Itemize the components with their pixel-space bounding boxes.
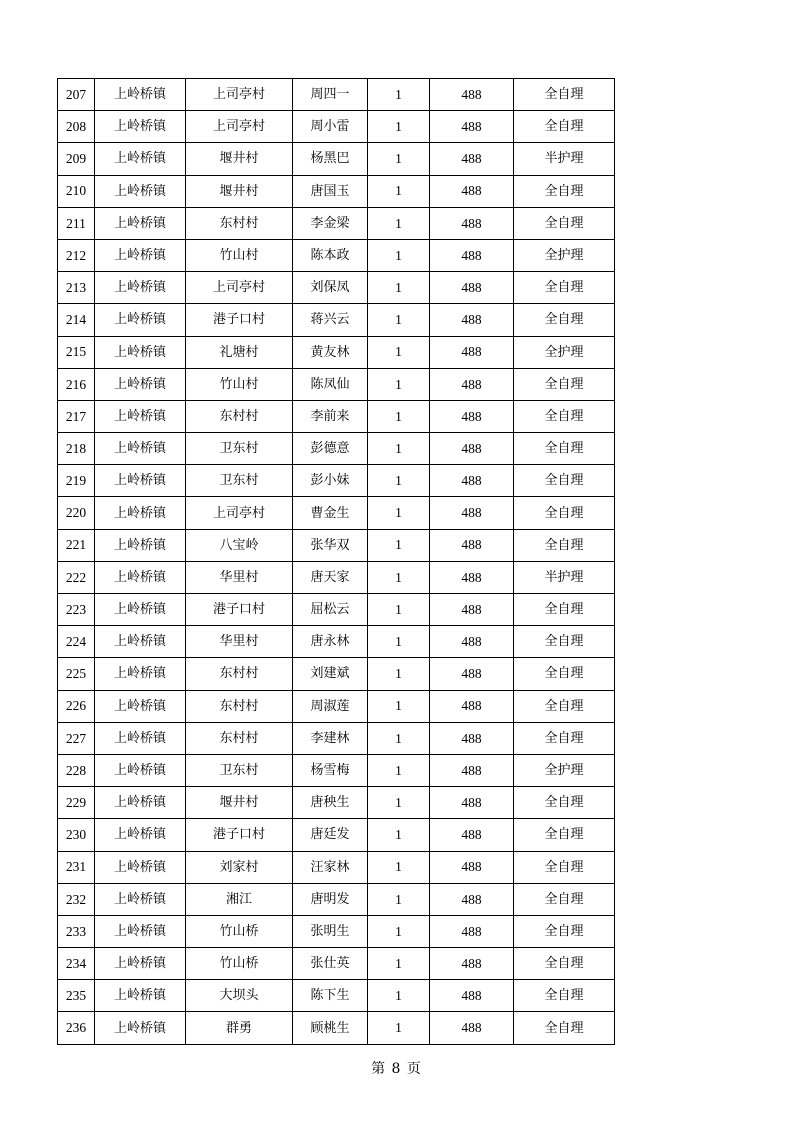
cell-care-level: 全自理 [514, 722, 615, 754]
table-row [58, 561, 615, 593]
table-row [58, 690, 615, 722]
cell-person-name: 周淑莲 [293, 690, 368, 722]
cell-amount: 488 [430, 787, 514, 819]
cell-care-level: 全自理 [514, 1012, 615, 1044]
cell-serial-number: 235 [58, 980, 95, 1012]
cell-person-name: 彭德意 [293, 433, 368, 465]
cell-count: 1 [368, 1012, 430, 1044]
cell-town: 上岭桥镇 [95, 239, 186, 271]
cell-village: 港子口村 [186, 594, 293, 626]
cell-person-name: 周小雷 [293, 111, 368, 143]
cell-care-level: 全护理 [514, 754, 615, 786]
table-row [58, 1012, 615, 1044]
cell-count: 1 [368, 207, 430, 239]
cell-count: 1 [368, 722, 430, 754]
cell-town: 上岭桥镇 [95, 915, 186, 947]
cell-person-name: 唐廷发 [293, 819, 368, 851]
cell-person-name: 张仕英 [293, 948, 368, 980]
cell-amount: 488 [430, 304, 514, 336]
table-row [58, 529, 615, 561]
cell-person-name: 汪家林 [293, 851, 368, 883]
cell-count: 1 [368, 883, 430, 915]
cell-count: 1 [368, 851, 430, 883]
cell-amount: 488 [430, 690, 514, 722]
table-row [58, 722, 615, 754]
table-row [58, 175, 615, 207]
cell-count: 1 [368, 787, 430, 819]
cell-town: 上岭桥镇 [95, 980, 186, 1012]
cell-count: 1 [368, 433, 430, 465]
cell-person-name: 周四一 [293, 79, 368, 111]
cell-amount: 488 [430, 658, 514, 690]
cell-count: 1 [368, 239, 430, 271]
cell-serial-number: 218 [58, 433, 95, 465]
cell-person-name: 李金梁 [293, 207, 368, 239]
cell-care-level: 全自理 [514, 400, 615, 432]
cell-care-level: 全护理 [514, 336, 615, 368]
cell-amount: 488 [430, 915, 514, 947]
cell-care-level: 全自理 [514, 304, 615, 336]
cell-serial-number: 232 [58, 883, 95, 915]
cell-care-level: 全自理 [514, 883, 615, 915]
cell-count: 1 [368, 690, 430, 722]
cell-person-name: 曹金生 [293, 497, 368, 529]
cell-count: 1 [368, 79, 430, 111]
cell-care-level: 全自理 [514, 368, 615, 400]
cell-serial-number: 210 [58, 175, 95, 207]
cell-amount: 488 [430, 239, 514, 271]
cell-person-name: 唐国玉 [293, 175, 368, 207]
cell-town: 上岭桥镇 [95, 111, 186, 143]
cell-town: 上岭桥镇 [95, 497, 186, 529]
cell-amount: 488 [430, 980, 514, 1012]
table-row [58, 948, 615, 980]
cell-town: 上岭桥镇 [95, 754, 186, 786]
cell-village: 上司亭村 [186, 497, 293, 529]
cell-amount: 488 [430, 465, 514, 497]
cell-care-level: 全自理 [514, 465, 615, 497]
cell-village: 上司亭村 [186, 79, 293, 111]
cell-count: 1 [368, 915, 430, 947]
cell-amount: 488 [430, 368, 514, 400]
cell-amount: 488 [430, 175, 514, 207]
cell-village: 八宝岭 [186, 529, 293, 561]
cell-amount: 488 [430, 754, 514, 786]
cell-count: 1 [368, 400, 430, 432]
cell-serial-number: 213 [58, 272, 95, 304]
cell-serial-number: 216 [58, 368, 95, 400]
cell-amount: 488 [430, 272, 514, 304]
cell-care-level: 全自理 [514, 690, 615, 722]
cell-village: 堰井村 [186, 143, 293, 175]
cell-care-level: 全自理 [514, 175, 615, 207]
cell-person-name: 陈凤仙 [293, 368, 368, 400]
cell-care-level: 全自理 [514, 594, 615, 626]
cell-town: 上岭桥镇 [95, 207, 186, 239]
cell-care-level: 半护理 [514, 143, 615, 175]
table-row [58, 626, 615, 658]
cell-count: 1 [368, 948, 430, 980]
cell-person-name: 蒋兴云 [293, 304, 368, 336]
cell-serial-number: 221 [58, 529, 95, 561]
cell-person-name: 杨雪梅 [293, 754, 368, 786]
cell-town: 上岭桥镇 [95, 561, 186, 593]
cell-serial-number: 230 [58, 819, 95, 851]
cell-serial-number: 214 [58, 304, 95, 336]
cell-village: 东村村 [186, 658, 293, 690]
cell-serial-number: 225 [58, 658, 95, 690]
cell-serial-number: 211 [58, 207, 95, 239]
cell-town: 上岭桥镇 [95, 787, 186, 819]
cell-person-name: 刘保凤 [293, 272, 368, 304]
cell-person-name: 唐秧生 [293, 787, 368, 819]
table-row [58, 207, 615, 239]
cell-village: 堰井村 [186, 787, 293, 819]
cell-village: 港子口村 [186, 819, 293, 851]
cell-count: 1 [368, 980, 430, 1012]
cell-care-level: 全自理 [514, 980, 615, 1012]
cell-serial-number: 227 [58, 722, 95, 754]
table-row [58, 594, 615, 626]
cell-person-name: 刘建斌 [293, 658, 368, 690]
cell-amount: 488 [430, 722, 514, 754]
cell-town: 上岭桥镇 [95, 883, 186, 915]
cell-amount: 488 [430, 948, 514, 980]
table-row [58, 658, 615, 690]
cell-village: 上司亭村 [186, 111, 293, 143]
cell-care-level: 全自理 [514, 948, 615, 980]
cell-serial-number: 228 [58, 754, 95, 786]
cell-care-level: 全自理 [514, 433, 615, 465]
table-body [58, 79, 615, 1045]
cell-person-name: 彭小妹 [293, 465, 368, 497]
table-row [58, 851, 615, 883]
cell-town: 上岭桥镇 [95, 1012, 186, 1044]
cell-village: 港子口村 [186, 304, 293, 336]
cell-person-name: 唐永林 [293, 626, 368, 658]
cell-care-level: 全自理 [514, 111, 615, 143]
cell-amount: 488 [430, 851, 514, 883]
cell-town: 上岭桥镇 [95, 819, 186, 851]
cell-amount: 488 [430, 111, 514, 143]
table-row [58, 819, 615, 851]
table-row [58, 465, 615, 497]
cell-care-level: 全自理 [514, 851, 615, 883]
cell-serial-number: 209 [58, 143, 95, 175]
cell-person-name: 唐明发 [293, 883, 368, 915]
cell-village: 东村村 [186, 400, 293, 432]
cell-village: 卫东村 [186, 754, 293, 786]
cell-amount: 488 [430, 79, 514, 111]
cell-town: 上岭桥镇 [95, 304, 186, 336]
cell-village: 东村村 [186, 207, 293, 239]
cell-serial-number: 233 [58, 915, 95, 947]
table-row [58, 915, 615, 947]
cell-count: 1 [368, 626, 430, 658]
cell-town: 上岭桥镇 [95, 143, 186, 175]
cell-village: 大坝头 [186, 980, 293, 1012]
cell-town: 上岭桥镇 [95, 175, 186, 207]
cell-person-name: 张明生 [293, 915, 368, 947]
cell-count: 1 [368, 368, 430, 400]
cell-serial-number: 215 [58, 336, 95, 368]
cell-serial-number: 231 [58, 851, 95, 883]
cell-town: 上岭桥镇 [95, 626, 186, 658]
cell-serial-number: 207 [58, 79, 95, 111]
cell-count: 1 [368, 819, 430, 851]
cell-person-name: 陈下生 [293, 980, 368, 1012]
cell-village: 竹山村 [186, 239, 293, 271]
cell-care-level: 全护理 [514, 239, 615, 271]
cell-amount: 488 [430, 626, 514, 658]
cell-town: 上岭桥镇 [95, 336, 186, 368]
cell-serial-number: 208 [58, 111, 95, 143]
cell-amount: 488 [430, 883, 514, 915]
cell-person-name: 屈松云 [293, 594, 368, 626]
cell-count: 1 [368, 465, 430, 497]
cell-person-name: 张华双 [293, 529, 368, 561]
cell-count: 1 [368, 529, 430, 561]
cell-care-level: 全自理 [514, 658, 615, 690]
table-row [58, 787, 615, 819]
cell-count: 1 [368, 272, 430, 304]
cell-village: 华里村 [186, 626, 293, 658]
cell-amount: 488 [430, 143, 514, 175]
cell-town: 上岭桥镇 [95, 594, 186, 626]
cell-care-level: 全自理 [514, 529, 615, 561]
cell-amount: 488 [430, 819, 514, 851]
cell-care-level: 全自理 [514, 819, 615, 851]
cell-count: 1 [368, 561, 430, 593]
cell-person-name: 黄友林 [293, 336, 368, 368]
cell-serial-number: 229 [58, 787, 95, 819]
cell-town: 上岭桥镇 [95, 79, 186, 111]
cell-village: 卫东村 [186, 465, 293, 497]
cell-town: 上岭桥镇 [95, 658, 186, 690]
cell-town: 上岭桥镇 [95, 722, 186, 754]
cell-amount: 488 [430, 1012, 514, 1044]
cell-serial-number: 223 [58, 594, 95, 626]
cell-care-level: 全自理 [514, 79, 615, 111]
cell-serial-number: 236 [58, 1012, 95, 1044]
cell-care-level: 全自理 [514, 497, 615, 529]
cell-serial-number: 234 [58, 948, 95, 980]
table-row [58, 400, 615, 432]
cell-village: 湘江 [186, 883, 293, 915]
cell-count: 1 [368, 594, 430, 626]
cell-town: 上岭桥镇 [95, 529, 186, 561]
cell-care-level: 全自理 [514, 207, 615, 239]
cell-serial-number: 219 [58, 465, 95, 497]
cell-town: 上岭桥镇 [95, 400, 186, 432]
table-row [58, 368, 615, 400]
cell-amount: 488 [430, 207, 514, 239]
cell-town: 上岭桥镇 [95, 851, 186, 883]
cell-count: 1 [368, 497, 430, 529]
cell-amount: 488 [430, 400, 514, 432]
cell-village: 上司亭村 [186, 272, 293, 304]
cell-care-level: 全自理 [514, 787, 615, 819]
table-row [58, 497, 615, 529]
table-row [58, 143, 615, 175]
cell-village: 礼塘村 [186, 336, 293, 368]
cell-count: 1 [368, 336, 430, 368]
table-row [58, 111, 615, 143]
cell-care-level: 全自理 [514, 915, 615, 947]
table-row [58, 883, 615, 915]
cell-count: 1 [368, 143, 430, 175]
cell-serial-number: 220 [58, 497, 95, 529]
cell-amount: 488 [430, 561, 514, 593]
cell-town: 上岭桥镇 [95, 272, 186, 304]
cell-amount: 488 [430, 433, 514, 465]
cell-count: 1 [368, 111, 430, 143]
cell-village: 群勇 [186, 1012, 293, 1044]
cell-town: 上岭桥镇 [95, 368, 186, 400]
cell-town: 上岭桥镇 [95, 948, 186, 980]
cell-serial-number: 224 [58, 626, 95, 658]
cell-person-name: 杨黑巴 [293, 143, 368, 175]
cell-town: 上岭桥镇 [95, 465, 186, 497]
cell-serial-number: 222 [58, 561, 95, 593]
cell-person-name: 李前来 [293, 400, 368, 432]
cell-amount: 488 [430, 336, 514, 368]
table-row [58, 79, 615, 111]
cell-serial-number: 217 [58, 400, 95, 432]
page-number: 第 8 页 [371, 1061, 422, 1077]
cell-village: 华里村 [186, 561, 293, 593]
cell-village: 卫东村 [186, 433, 293, 465]
cell-village: 竹山桥 [186, 915, 293, 947]
cell-amount: 488 [430, 497, 514, 529]
table-row [58, 980, 615, 1012]
cell-care-level: 半护理 [514, 561, 615, 593]
data-table [57, 78, 615, 1045]
cell-count: 1 [368, 175, 430, 207]
cell-town: 上岭桥镇 [95, 433, 186, 465]
cell-count: 1 [368, 658, 430, 690]
table-row [58, 304, 615, 336]
cell-town: 上岭桥镇 [95, 690, 186, 722]
cell-person-name: 李建林 [293, 722, 368, 754]
cell-serial-number: 212 [58, 239, 95, 271]
cell-village: 堰井村 [186, 175, 293, 207]
table-row [58, 239, 615, 271]
cell-village: 竹山村 [186, 368, 293, 400]
table-row [58, 336, 615, 368]
cell-person-name: 顾桃生 [293, 1012, 368, 1044]
cell-village: 刘家村 [186, 851, 293, 883]
cell-person-name: 陈本政 [293, 239, 368, 271]
cell-count: 1 [368, 754, 430, 786]
cell-amount: 488 [430, 529, 514, 561]
cell-count: 1 [368, 304, 430, 336]
cell-village: 竹山桥 [186, 948, 293, 980]
cell-serial-number: 226 [58, 690, 95, 722]
cell-amount: 488 [430, 594, 514, 626]
table-row [58, 272, 615, 304]
cell-care-level: 全自理 [514, 626, 615, 658]
cell-village: 东村村 [186, 690, 293, 722]
table-row [58, 433, 615, 465]
cell-village: 东村村 [186, 722, 293, 754]
cell-care-level: 全自理 [514, 272, 615, 304]
cell-person-name: 唐天家 [293, 561, 368, 593]
table-row [58, 754, 615, 786]
